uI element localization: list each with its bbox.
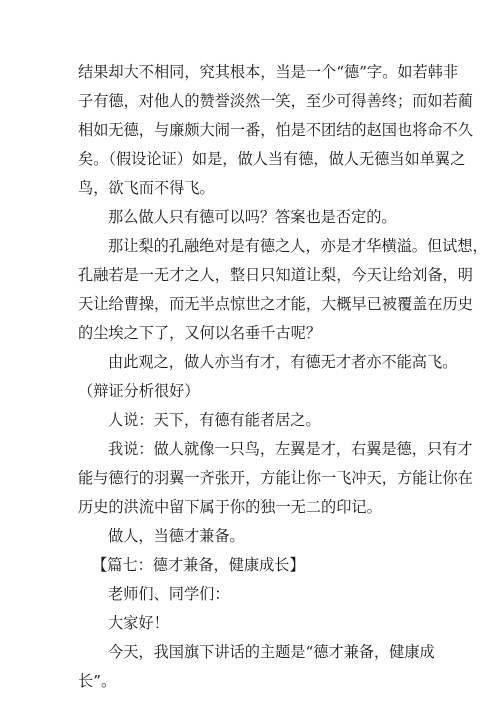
text-line-7: 那让梨的孔融绝对是有德之人，亦是才华横溢。但试想，	[108, 237, 488, 255]
text-line-21: 今天，我国旗下讲话的主题是“德才兼备，健康成	[108, 643, 435, 661]
text-line-16: 历史的洪流中留下属于你的独一无二的印记。	[78, 498, 382, 516]
text-line-8: 孔融若是一无才之人，整日只知道让梨，今天让给刘备，明	[78, 266, 473, 284]
text-line-11: 由此观之，做人亦当有才，有德无才者亦不能高飞。	[108, 353, 458, 371]
text-line-9: 天让给曹操，而无半点惊世之才能，大概早已被覆盖在历史	[78, 295, 473, 313]
text-line-14: 我说：做人就像一只鸟，左翼是才，右翼是德，只有才	[108, 440, 473, 458]
text-line-15: 能与德行的羽翼一齐张开，方能让你一飞冲天，方能让你在	[78, 469, 473, 487]
text-line-17: 做人，当德才兼备。	[108, 527, 245, 545]
salutation-line: 老师们、同学们：	[108, 585, 230, 603]
section-heading: 【篇七：德才兼备，健康成长】	[92, 556, 305, 574]
text-line-2: 子有德，对他人的赞誉淡然一笑，至少可得善终；而如若蔺	[78, 92, 473, 110]
text-line-12: （辩证分析很好）	[78, 382, 200, 400]
text-line-10: 的尘埃之下了，又何以名垂千古呢？	[78, 324, 321, 342]
text-line-13: 人说：天下，有德有能者居之。	[108, 411, 321, 429]
text-line-6: 那么做人只有德可以吗？答案也是否定的。	[108, 208, 397, 226]
text-line-4: 矣。（假设论证）如是，做人当有德，做人无德当如单翼之	[78, 150, 466, 168]
text-line-22: 长”。	[78, 672, 117, 690]
text-line-5: 鸟，欲飞而不得飞。	[78, 179, 215, 197]
text-line-3: 相如无德，与廉颇大闹一番，怕是不团结的赵国也将命不久	[78, 121, 473, 139]
text-line-1: 结果却大不相同，究其根本，当是一个“德”字。如若韩非	[78, 63, 459, 81]
greeting-line: 大家好！	[108, 614, 169, 632]
